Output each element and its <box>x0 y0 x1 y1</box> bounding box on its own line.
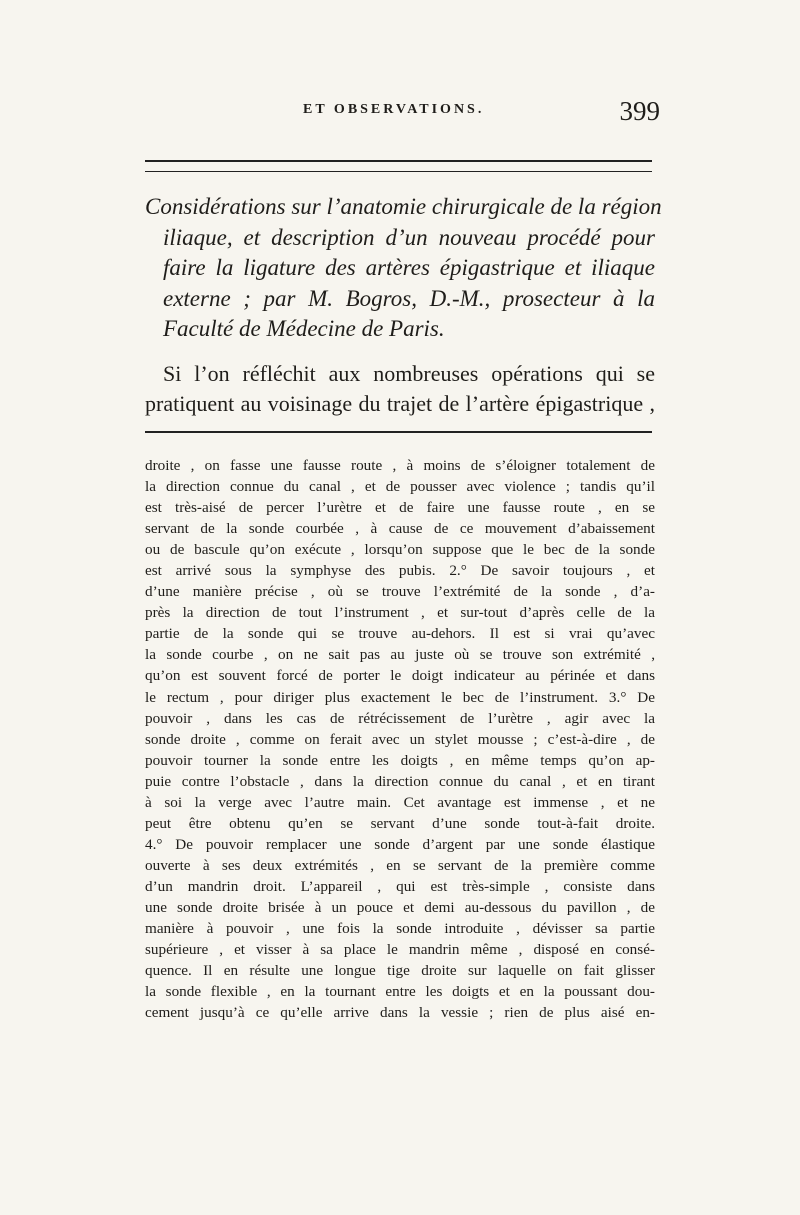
footnote-line: d’une manière précise , où se trouve l’extrémité de la sonde , d’a- <box>145 583 655 601</box>
footnote-line: quence. Il en résulte une longue tige droite sur laquelle on fait glisser <box>145 962 655 980</box>
footnote-line: peut être obtenu qu’en se servant d’une sonde tout-à-fait droite. <box>145 814 655 832</box>
footnote-line: une sonde droite brisée à un pouce et demi au-dessous du pavillon , de <box>145 898 655 916</box>
footnote-line: 4.° De pouvoir remplacer une sonde d’argent par une sonde élastique <box>145 835 655 853</box>
intro-line: pratiquent au voisinage du trajet de l’artère épigastrique , <box>145 391 655 416</box>
footnote-line: manière à pouvoir , une fois la sonde introduite , dévisser sa partie <box>145 920 655 938</box>
footnote-line: pouvoir , dans les cas de rétrécissement de l’urètre , agir avec la <box>145 709 655 727</box>
header-double-rule <box>145 160 652 172</box>
intro-paragraph <box>145 359 655 419</box>
title-line: iliaque, et description d’un nouveau procédé pour <box>163 224 655 250</box>
footnote-line: ouverte à ses deux extrémités , en se servant de la première comme <box>145 856 655 874</box>
footnote-line: ou de bascule qu’on exécute , lorsqu’on suppose que le bec de la sonde <box>145 541 655 559</box>
running-head: ET OBSERVATIONS. <box>303 102 485 117</box>
footnote-line: la direction connue du canal , et de pousser avec violence ; tandis qu’il <box>145 478 655 496</box>
footnote-line: le rectum , pour diriger plus exactement le bec de l’instrument. 3.° De <box>145 688 655 706</box>
footnote-text <box>145 455 655 1023</box>
footnote-line: partie de la sonde qui se trouve au-dehors. Il est si vrai qu’avec <box>145 625 655 643</box>
footnote-line: à soi la verge avec l’autre main. Cet avantage est immense , et ne <box>145 793 655 811</box>
footnote-line: la sonde flexible , en la tournant entre les doigts et en la poussant dou- <box>145 983 655 1001</box>
footnote-line: d’un mandrin droit. L’appareil , qui est très-simple , consiste dans <box>145 877 655 895</box>
footnote-line: pouvoir tourner la sonde entre les doigts , en même temps qu’on ap- <box>145 751 655 769</box>
article-title <box>145 192 662 345</box>
intro-line: Si l’on réfléchit aux nombreuses opérations qui se <box>163 361 655 386</box>
footnote-line: supérieure , et visser à sa place le mandrin même , disposé en consé- <box>145 941 655 959</box>
title-line: Considérations sur l’anatomie chirurgicale de la région <box>145 194 662 219</box>
footnote-line: cement jusqu’à ce qu’elle arrive dans la vessie ; rien de plus aisé en- <box>145 1004 655 1022</box>
title-line: Faculté de Médecine de Paris. <box>163 316 445 341</box>
page-header <box>285 96 660 132</box>
footnote-line: la sonde courbe , on ne sait pas au juste où se trouve son extrémité , <box>145 646 655 664</box>
footnote-line: est arrivé sous la symphyse des pubis. 2.° De savoir toujours , et <box>145 562 655 580</box>
footnote-separator-rule <box>145 431 652 433</box>
footnote-line: puie contre l’obstacle , dans la direction connue du canal , et en tirant <box>145 772 655 790</box>
title-line: externe ; par M. Bogros, D.-M., prosecteur à la <box>163 285 655 311</box>
footnote-line: près la direction de tout l’instrument , et sur-tout d’après celle de la <box>145 604 655 622</box>
footnote-line: est très-aisé de percer l’urètre et de faire une fausse route , en se <box>145 499 655 517</box>
footnote-line: qu’on est souvent forcé de porter le doigt indicateur au périnée et dans <box>145 667 655 685</box>
footnote-line: servant de la sonde courbée , à cause de ce mouvement d’abaissement <box>145 520 655 538</box>
footnote-line: sonde droite , comme on ferait avec un stylet mousse ; c’est-à-dire , de <box>145 730 655 748</box>
page-number: 399 <box>619 96 660 126</box>
title-line: faire la ligature des artères épigastrique et iliaque <box>163 255 655 280</box>
footnote-line: droite , on fasse une fausse route , à moins de s’éloigner totalement de <box>145 457 655 474</box>
